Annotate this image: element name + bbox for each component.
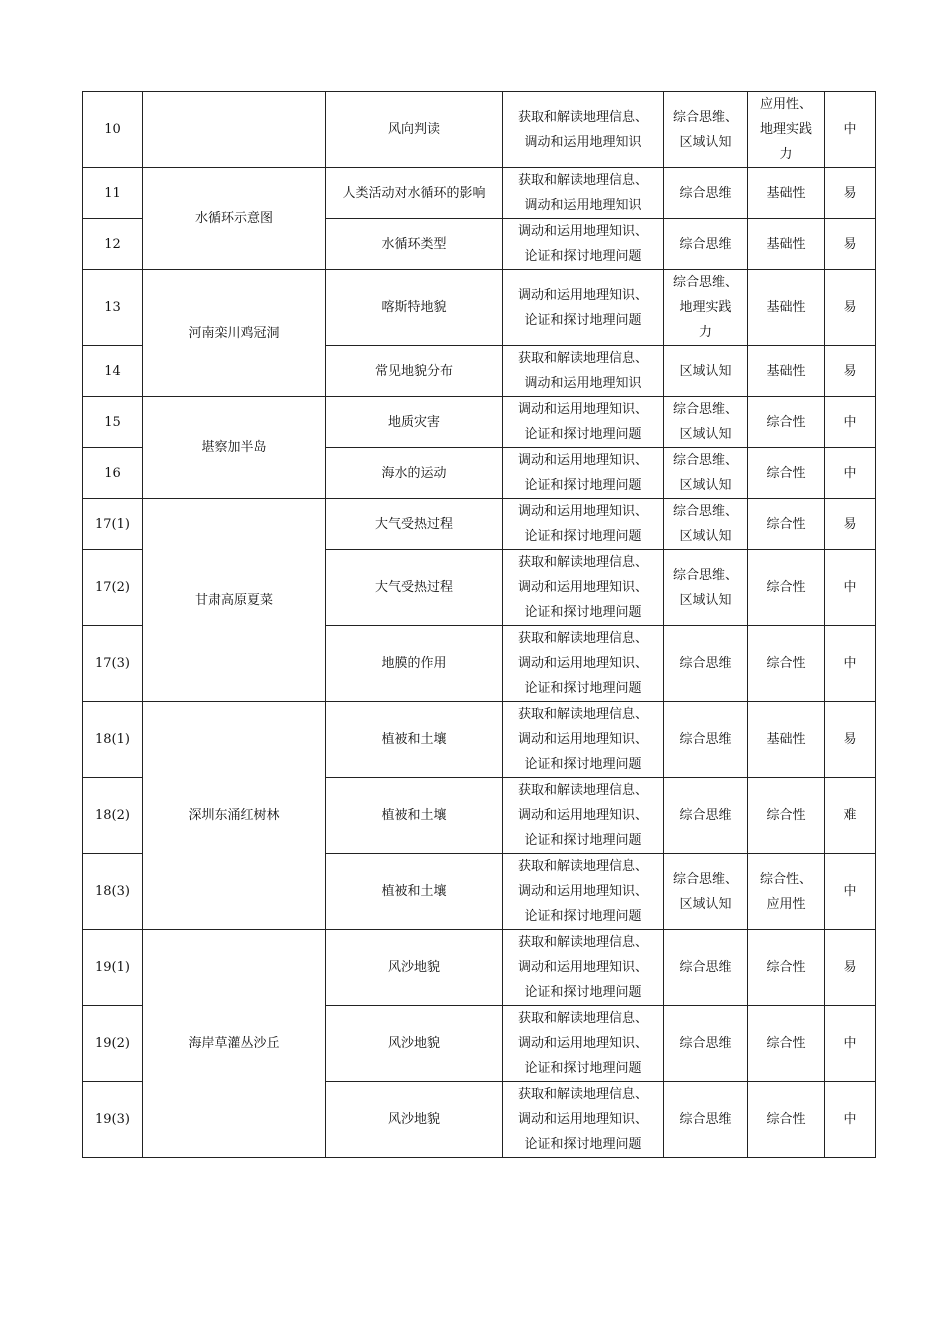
- table-body: [83, 92, 876, 1158]
- difficulty-level: 中: [825, 550, 876, 626]
- key-ability-line: 论证和探讨地理问题: [524, 478, 642, 493]
- key-ability: [503, 550, 664, 626]
- key-ability-line: 调动和运用地理知识、: [517, 580, 648, 595]
- core-competency-line: 综合思维: [679, 732, 732, 747]
- assessment-requirement: [748, 270, 825, 346]
- difficulty-level: 易: [825, 270, 876, 346]
- difficulty-level: 难: [825, 778, 876, 854]
- knowledge-point: 植被和土壤: [326, 702, 503, 778]
- assessment-requirement: [748, 930, 825, 1006]
- knowledge-point: 人类活动对水循环的影响: [326, 168, 503, 219]
- assessment-requirement-line: 基础性: [766, 363, 806, 379]
- question-number: 15: [83, 397, 143, 448]
- core-competency: [664, 270, 748, 346]
- question-number: 18(2): [83, 778, 143, 854]
- question-number: 19(3): [83, 1082, 143, 1158]
- assessment-requirement-line: 地理实践: [759, 122, 812, 137]
- knowledge-point: 地质灾害: [326, 397, 503, 448]
- assessment-requirement-line: 综合性: [766, 960, 806, 975]
- core-competency: [664, 854, 748, 930]
- core-competency-line: 区域认知: [679, 529, 732, 544]
- knowledge-point: 地膜的作用: [326, 626, 503, 702]
- key-ability: [503, 499, 664, 550]
- core-competency: [664, 397, 748, 448]
- key-ability-line: 论证和探讨地理问题: [524, 249, 642, 264]
- key-ability: [503, 930, 664, 1006]
- key-ability-line: 论证和探讨地理问题: [524, 681, 642, 696]
- core-competency-line: 综合思维、: [672, 871, 738, 887]
- assessment-requirement-line: 综合性: [766, 580, 806, 595]
- core-competency-line: 综合思维: [679, 1112, 732, 1127]
- difficulty-level: 易: [825, 702, 876, 778]
- assessment-requirement: [748, 92, 825, 168]
- core-competency: [664, 1082, 748, 1158]
- key-ability-line: 调动和运用地理知识、: [517, 656, 648, 671]
- assessment-requirement-line: 综合性、: [759, 871, 812, 887]
- core-competency-line: 综合思维、: [672, 453, 738, 468]
- material-group: 深圳东涌红树林: [143, 702, 326, 930]
- difficulty-level: 易: [825, 168, 876, 219]
- question-number: 17(1): [83, 499, 143, 550]
- key-ability-line: 获取和解读地理信息、: [517, 173, 648, 188]
- key-ability-line: 论证和探讨地理问题: [524, 833, 642, 848]
- core-competency-line: 区域认知: [679, 134, 732, 150]
- core-competency-line: 综合思维、: [672, 275, 738, 290]
- key-ability-line: 调动和运用地理知识、: [517, 960, 648, 975]
- core-competency: [664, 626, 748, 702]
- core-competency: [664, 930, 748, 1006]
- knowledge-point: 风沙地貌: [326, 1006, 503, 1082]
- knowledge-point: 植被和土壤: [326, 778, 503, 854]
- key-ability-line: 论证和探讨地理问题: [524, 427, 642, 442]
- core-competency: [664, 168, 748, 219]
- assessment-requirement: [748, 854, 825, 930]
- core-competency: [664, 219, 748, 270]
- material-group: 甘肃高原夏菜: [143, 499, 326, 702]
- core-competency-line: 区域认知: [679, 592, 732, 608]
- key-ability-line: 获取和解读地理信息、: [517, 351, 648, 366]
- key-ability-line: 调动和运用地理知识、: [517, 884, 648, 899]
- difficulty-level: 中: [825, 448, 876, 499]
- key-ability: [503, 270, 664, 346]
- assessment-requirement-line: 基础性: [766, 732, 806, 747]
- assessment-requirement-line: 综合性: [766, 656, 806, 671]
- core-competency: [664, 92, 748, 168]
- core-competency-line: 地理实践: [679, 300, 732, 315]
- key-ability-line: 调动和运用地理知识、: [517, 402, 648, 417]
- assessment-requirement-line: 应用性: [766, 896, 806, 912]
- material-group: 河南栾川鸡冠洞: [143, 270, 326, 397]
- assessment-requirement: [748, 626, 825, 702]
- assessment-requirement: [748, 499, 825, 550]
- knowledge-point: 喀斯特地貌: [326, 270, 503, 346]
- key-ability: [503, 1082, 664, 1158]
- key-ability-line: 获取和解读地理信息、: [517, 707, 648, 722]
- knowledge-point: 水循环类型: [326, 219, 503, 270]
- knowledge-point: 海水的运动: [326, 448, 503, 499]
- key-ability-line: 论证和探讨地理问题: [524, 909, 642, 924]
- question-number: 11: [83, 168, 143, 219]
- core-competency-line: 区域认知: [679, 478, 732, 493]
- material-group: 水循环示意图: [143, 168, 326, 270]
- core-competency: [664, 778, 748, 854]
- core-competency-line: 综合思维、: [672, 402, 738, 417]
- core-competency-line: 综合思维: [679, 808, 732, 823]
- table-row: [83, 702, 876, 778]
- key-ability-line: 论证和探讨地理问题: [524, 605, 642, 620]
- assessment-requirement-line: 综合性: [766, 465, 806, 481]
- assessment-requirement: [748, 219, 825, 270]
- key-ability-line: 获取和解读地理信息、: [517, 1087, 648, 1102]
- difficulty-level: 中: [825, 854, 876, 930]
- core-competency-line: 综合思维、: [672, 567, 738, 583]
- difficulty-level: 易: [825, 346, 876, 397]
- key-ability-line: 获取和解读地理信息、: [517, 935, 648, 950]
- assessment-requirement-line: 基础性: [766, 300, 806, 315]
- core-competency-line: 综合思维: [679, 236, 732, 252]
- key-ability-line: 调动和运用地理知识、: [517, 504, 648, 519]
- table-row: [83, 930, 876, 1006]
- key-ability-line: 论证和探讨地理问题: [524, 1137, 642, 1152]
- assessment-requirement: [748, 397, 825, 448]
- core-competency: [664, 346, 748, 397]
- knowledge-point: 植被和土壤: [326, 854, 503, 930]
- key-ability: [503, 346, 664, 397]
- core-competency: [664, 1006, 748, 1082]
- assessment-requirement-line: 综合性: [766, 414, 806, 430]
- question-number: 13: [83, 270, 143, 346]
- assessment-requirement: [748, 1082, 825, 1158]
- assessment-requirement-line: 应用性、: [759, 97, 812, 112]
- key-ability: [503, 92, 664, 168]
- assessment-requirement: [748, 168, 825, 219]
- key-ability: [503, 168, 664, 219]
- key-ability-line: 获取和解读地理信息、: [517, 783, 648, 798]
- material-group: [143, 92, 326, 168]
- assessment-requirement: [748, 550, 825, 626]
- difficulty-level: 中: [825, 1082, 876, 1158]
- difficulty-level: 中: [825, 1006, 876, 1082]
- key-ability-line: 论证和探讨地理问题: [524, 1061, 642, 1076]
- question-number: 14: [83, 346, 143, 397]
- key-ability-line: 调动和运用地理知识: [524, 134, 642, 150]
- knowledge-point: 大气受热过程: [326, 499, 503, 550]
- core-competency-line: 综合思维: [679, 1036, 732, 1051]
- material-group: 海岸草灌丛沙丘: [143, 930, 326, 1158]
- question-number: 17(3): [83, 626, 143, 702]
- assessment-requirement-line: 综合性: [766, 808, 806, 823]
- core-competency-line: 区域认知: [679, 896, 732, 912]
- question-number: 12: [83, 219, 143, 270]
- key-ability-line: 论证和探讨地理问题: [524, 757, 642, 772]
- difficulty-level: 中: [825, 397, 876, 448]
- key-ability-line: 调动和运用地理知识、: [517, 287, 648, 303]
- key-ability: [503, 626, 664, 702]
- key-ability-line: 调动和运用地理知识、: [517, 808, 648, 823]
- key-ability: [503, 778, 664, 854]
- key-ability-line: 调动和运用地理知识、: [517, 732, 648, 747]
- key-ability-line: 论证和探讨地理问题: [524, 529, 642, 544]
- difficulty-level: 易: [825, 219, 876, 270]
- knowledge-point: 大气受热过程: [326, 550, 503, 626]
- core-competency-line: 综合思维: [679, 656, 732, 671]
- core-competency-line: 力: [698, 325, 712, 340]
- question-number: 19(2): [83, 1006, 143, 1082]
- core-competency-line: 区域认知: [679, 363, 732, 379]
- table-row: [83, 397, 876, 448]
- assessment-requirement-line: 综合性: [766, 1112, 806, 1127]
- assessment-requirement: [748, 1006, 825, 1082]
- key-ability-line: 调动和运用地理知识、: [517, 1036, 648, 1051]
- core-competency: [664, 499, 748, 550]
- assessment-requirement: [748, 778, 825, 854]
- assessment-requirement-line: 力: [779, 147, 793, 162]
- question-number: 10: [83, 92, 143, 168]
- assessment-requirement-line: 基础性: [766, 185, 806, 201]
- key-ability-line: 论证和探讨地理问题: [524, 985, 642, 1000]
- key-ability: [503, 219, 664, 270]
- core-competency-line: 综合思维: [679, 185, 732, 201]
- key-ability-line: 获取和解读地理信息、: [517, 555, 648, 570]
- key-ability-line: 获取和解读地理信息、: [517, 631, 648, 646]
- table-row: [83, 499, 876, 550]
- knowledge-point: 常见地貌分布: [326, 346, 503, 397]
- key-ability: [503, 448, 664, 499]
- key-ability-line: 调动和运用地理知识: [524, 376, 642, 391]
- key-ability-line: 获取和解读地理信息、: [517, 1011, 648, 1026]
- question-number: 18(3): [83, 854, 143, 930]
- key-ability: [503, 702, 664, 778]
- table-row: [83, 92, 876, 168]
- question-number: 18(1): [83, 702, 143, 778]
- difficulty-level: 中: [825, 626, 876, 702]
- key-ability-line: 论证和探讨地理问题: [524, 312, 642, 328]
- core-competency: [664, 448, 748, 499]
- core-competency-line: 综合思维、: [672, 109, 738, 125]
- key-ability-line: 获取和解读地理信息、: [517, 859, 648, 874]
- key-ability: [503, 397, 664, 448]
- key-ability-line: 调动和运用地理知识、: [517, 224, 648, 239]
- table-row: [83, 270, 876, 346]
- key-ability: [503, 1006, 664, 1082]
- knowledge-point: 风向判读: [326, 92, 503, 168]
- core-competency-line: 综合思维、: [672, 504, 738, 519]
- knowledge-point: 风沙地貌: [326, 930, 503, 1006]
- core-competency-line: 综合思维: [679, 960, 732, 975]
- question-number: 17(2): [83, 550, 143, 626]
- assessment-requirement-line: 综合性: [766, 1036, 806, 1051]
- core-competency: [664, 702, 748, 778]
- assessment-requirement: [748, 346, 825, 397]
- key-ability-line: 调动和运用地理知识、: [517, 1112, 648, 1127]
- assessment-requirement: [748, 448, 825, 499]
- key-ability: [503, 854, 664, 930]
- question-analysis-table: [82, 91, 876, 1158]
- table-row: [83, 168, 876, 219]
- difficulty-level: 中: [825, 92, 876, 168]
- material-group: 堪察加半岛: [143, 397, 326, 499]
- key-ability-line: 调动和运用地理知识: [524, 198, 642, 213]
- knowledge-point: 风沙地貌: [326, 1082, 503, 1158]
- core-competency: [664, 550, 748, 626]
- assessment-requirement-line: 综合性: [766, 516, 806, 532]
- difficulty-level: 易: [825, 930, 876, 1006]
- key-ability-line: 获取和解读地理信息、: [517, 109, 648, 125]
- difficulty-level: 易: [825, 499, 876, 550]
- core-competency-line: 区域认知: [679, 427, 732, 442]
- key-ability-line: 调动和运用地理知识、: [517, 453, 648, 468]
- question-number: 16: [83, 448, 143, 499]
- assessment-requirement: [748, 702, 825, 778]
- assessment-requirement-line: 基础性: [766, 236, 806, 252]
- question-number: 19(1): [83, 930, 143, 1006]
